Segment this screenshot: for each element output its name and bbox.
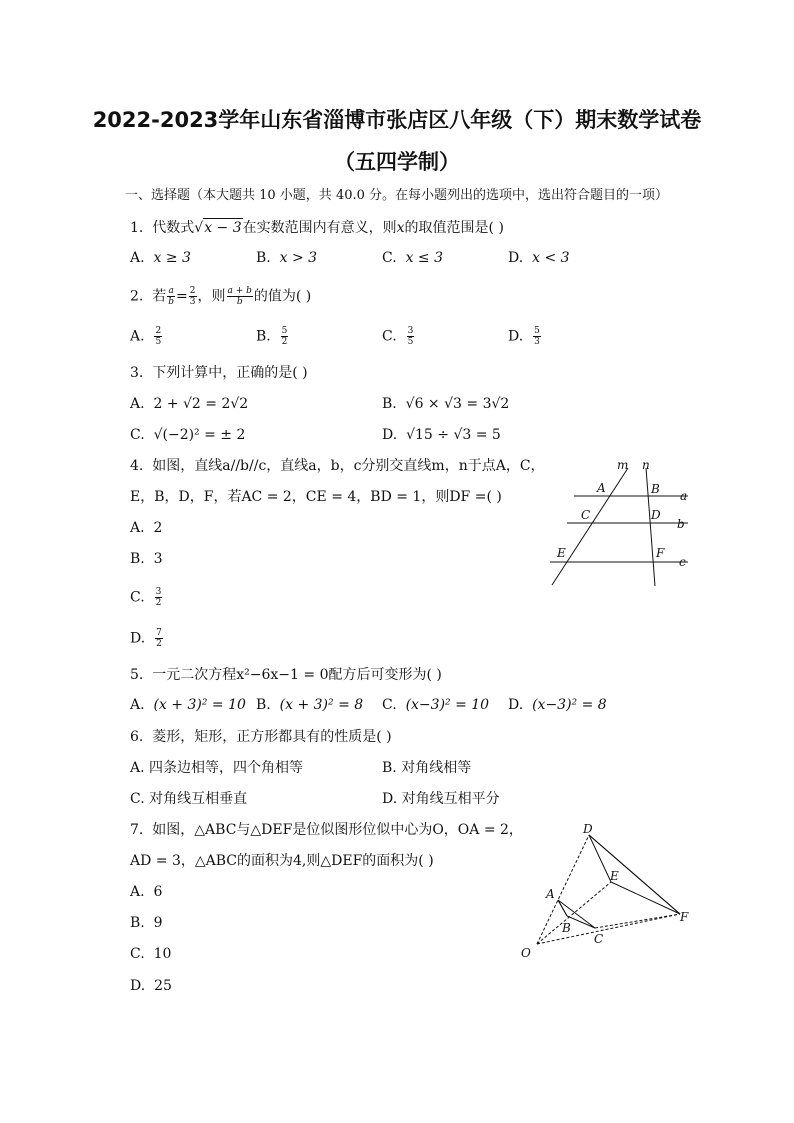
- q4-label-a: a: [680, 489, 688, 503]
- q7-seg-DF: [589, 835, 680, 914]
- q3-option-a[interactable]: A. 2 + √2 = 2√2: [130, 396, 249, 412]
- q7-option-d[interactable]: D. 25: [130, 978, 172, 994]
- q1-option-b[interactable]: B. x > 3: [256, 250, 318, 266]
- q7-label-E: E: [610, 869, 619, 883]
- q4-label-A: A: [597, 481, 606, 495]
- exam-subtitle: （五四学制）: [334, 150, 460, 174]
- q7-ray-OF: [537, 914, 680, 944]
- question-2: 2. 若 $\frac{a}{b}$ = $\frac{2}{3}$ ，则 $\frac{a + b}{b}$ 的值为( ): [130, 286, 312, 307]
- q4-label-m: m: [617, 458, 629, 472]
- question-4-line-2: E，B，D，F，若AC = 2，CE = 4，BD = 1，则DF =( ): [130, 489, 502, 505]
- q1-pre: 代数式: [152, 220, 195, 236]
- q1-post: 在实数范围内有意义，则: [242, 220, 397, 236]
- q4-label-E: E: [557, 546, 566, 560]
- q1-number: 1.: [130, 220, 144, 236]
- q2-option-b[interactable]: B. $\frac{5}{2}$: [256, 326, 288, 347]
- q4-label-D: D: [651, 508, 661, 522]
- question-6: 6. 菱形，矩形，正方形都具有的性质是( ): [130, 729, 392, 745]
- q6-option-b[interactable]: B. 对角线相等: [382, 760, 472, 776]
- q4-figure: [540, 452, 700, 592]
- q5-option-c[interactable]: C. (x−3)² = 10: [382, 697, 490, 713]
- q7-label-C: C: [594, 932, 604, 946]
- q4-label-C: C: [581, 508, 591, 522]
- q7-figure: [510, 818, 700, 963]
- q4-label-b: b: [677, 517, 685, 531]
- q1-option-a[interactable]: A. x ≥ 3: [130, 250, 191, 266]
- q7-option-a[interactable]: A. 6: [130, 884, 163, 900]
- q2-option-d[interactable]: D. $\frac{5}{3}$: [508, 326, 540, 347]
- q3-option-c[interactable]: C. √(−2)² = ± 2: [130, 427, 246, 443]
- q1-var: x: [396, 220, 405, 236]
- question-1: 1. 代数式√x − 3在实数范围内有意义，则x的取值范围是( ): [130, 220, 504, 236]
- exam-title: 2022-2023学年山东省淄博市张店区八年级（下）期末数学试卷: [92, 108, 702, 132]
- q7-option-c[interactable]: C. 10: [130, 946, 172, 962]
- q5-option-d[interactable]: D. (x−3)² = 8: [508, 697, 607, 713]
- q4-option-a[interactable]: A. 2: [130, 520, 163, 536]
- question-4-line-1: 4. 如图，直线a//b//c，直线a，b，c分别交直线m，n于点A，C，: [130, 458, 545, 474]
- q3-option-d[interactable]: D. √15 ÷ √3 = 5: [382, 427, 501, 443]
- q4-option-b[interactable]: B. 3: [130, 551, 163, 567]
- q1-radicand: x − 3: [204, 220, 242, 236]
- q5-option-a[interactable]: A. (x + 3)² = 10: [130, 697, 246, 713]
- q7-label-B: B: [562, 921, 571, 935]
- q1-option-d[interactable]: D. x < 3: [508, 250, 570, 266]
- q4-option-c[interactable]: C. $\frac{3}{2}$: [130, 587, 162, 608]
- q6-option-c[interactable]: C. 对角线互相垂直: [130, 791, 248, 807]
- question-5: 5. 一元二次方程x²−6x−1 = 0配方后可变形为( ): [130, 667, 442, 683]
- q5-option-b[interactable]: B. (x + 3)² = 8: [256, 697, 364, 713]
- q7-option-b[interactable]: B. 9: [130, 915, 163, 931]
- q7-label-O: O: [521, 946, 531, 960]
- q7-label-D: D: [583, 822, 593, 836]
- q6-option-a[interactable]: A. 四条边相等，四个角相等: [130, 760, 304, 776]
- q2-option-a[interactable]: A. $\frac{2}{5}$: [130, 326, 162, 347]
- q7-seg-AB: [558, 900, 567, 916]
- q4-label-c: c: [679, 555, 686, 569]
- q7-label-A: A: [546, 887, 555, 901]
- question-3: 3. 下列计算中，正确的是( ): [130, 365, 308, 381]
- question-7-line-1: 7. 如图，△ABC与△DEF是位似图形位似中心为O，OA = 2，: [130, 822, 523, 838]
- q7-label-F: F: [680, 910, 689, 924]
- q4-label-n: n: [642, 458, 650, 472]
- q4-label-F: F: [656, 546, 665, 560]
- q4-option-d[interactable]: D. $\frac{7}{2}$: [130, 628, 162, 649]
- q4-label-B: B: [651, 482, 660, 496]
- q6-option-d[interactable]: D. 对角线互相平分: [382, 791, 500, 807]
- q7-seg-CF: [595, 914, 680, 928]
- question-7-line-2: AD = 3，△ABC的面积为4,则△DEF的面积为( ): [130, 853, 434, 869]
- q3-option-b[interactable]: B. √6 × √3 = 3√2: [382, 396, 510, 412]
- section-heading: 一、选择题（本大题共 10 小题，共 40.0 分。在每小题列出的选项中，选出符合题目的一项）: [125, 188, 669, 203]
- q1-post2: 的取值范围是( ): [404, 220, 504, 236]
- q1-option-c[interactable]: C. x ≤ 3: [382, 250, 444, 266]
- q2-option-c[interactable]: C. $\frac{3}{5}$: [382, 326, 414, 347]
- q4-line-m: [552, 468, 628, 585]
